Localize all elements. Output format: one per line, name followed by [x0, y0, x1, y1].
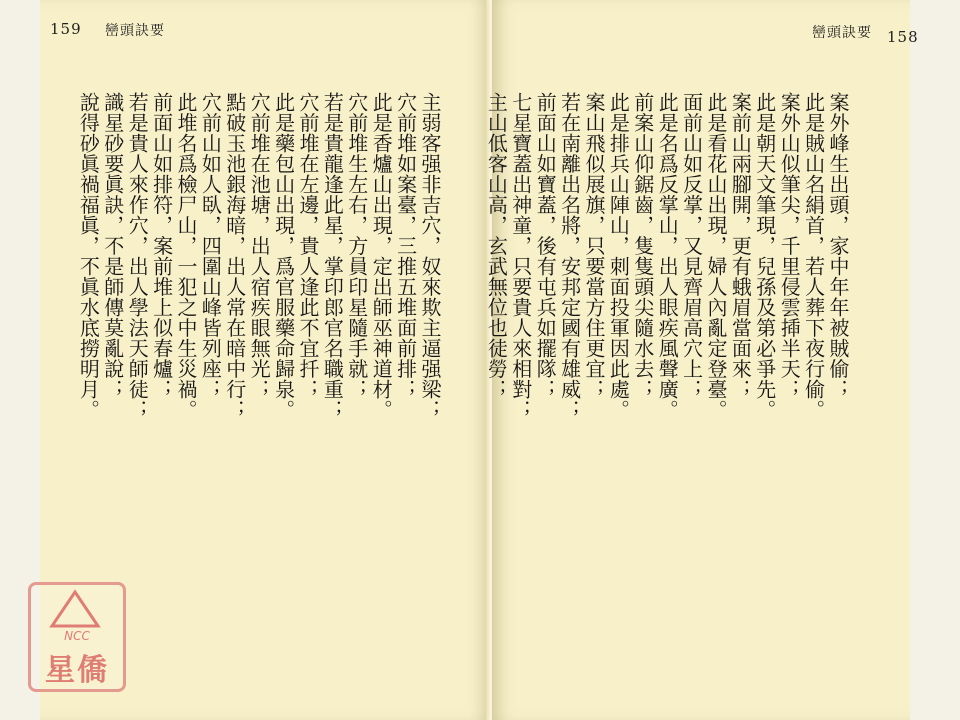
right-text-column: 前案山仰鋸齒，隻隻頭尖隨水去； — [630, 92, 655, 400]
left-text-column: 穴前堆在左邊，貴人逢此不宜扦； — [296, 92, 320, 400]
left-text-column: 主弱客强非吉穴，奴來欺主逼强梁； — [418, 92, 442, 420]
left-text-column: 此堆名爲檢尸山，一犯之中生災禍。 — [174, 92, 198, 420]
right-text-column: 案外峰生出頭，家中年年被賊偷； — [826, 92, 850, 400]
right-text-column: 此是排兵山陣山，刺面投軍因此處。 — [606, 92, 631, 420]
right-page — [484, 0, 919, 720]
right-text-column: 此是朝天文筆現，兒孫及第必爭先。 — [752, 92, 777, 420]
right-text-column: 若在南離出名將，安邦定國有雄威； — [557, 92, 582, 420]
mountain-logo-icon — [49, 589, 101, 629]
left-text-column: 前面山如排符，案前堆上似春爐； — [149, 92, 174, 400]
right-text-column: 七星寶蓋出神童，只要貴人來相對； — [508, 92, 533, 420]
right-text-column: 此是賊山名絹首，若人葬下夜行偷。 — [801, 92, 826, 420]
left-text-column: 若是貴人來作穴，出人學法天師徒； — [125, 92, 150, 420]
left-text-column: 穴前堆在池塘，出人宿疾眼無光； — [247, 92, 272, 400]
left-text-column: 穴前堆生左右，方員印星隨手就； — [344, 92, 369, 400]
right-text-column: 面前山如反掌，又見齊眉高穴上； — [679, 92, 704, 400]
right-text-column: 前面山如寶蓋，後有屯兵如擺隊； — [533, 92, 558, 400]
left-text-column: 識星砂要眞訣，不是師傳莫亂說； — [100, 92, 125, 400]
right-text-column: 主山低客山高，玄武無位也徒勞； — [484, 92, 509, 400]
right-page-number: 158 — [887, 28, 919, 46]
right-text-column: 此是看花山出現，婦人內亂定登臺。 — [704, 92, 728, 420]
left-text-column: 說得砂眞禍福眞，不眞水底撈明月。 — [76, 92, 101, 420]
left-text-column: 穴前堆如案臺，三推五堆面前排； — [393, 92, 418, 400]
left-text-column: 此是藥包山出現，爲官服藥命歸泉。 — [271, 92, 296, 420]
right-text-column: 此是名爲反掌山，出人眼疾風聲廣。 — [655, 92, 680, 420]
left-running-head: 巒頭訣要 — [105, 23, 165, 39]
left-text-column: 若是貴龍逢此星，掌印郎官名職重； — [320, 92, 345, 420]
right-text-column: 案前山兩腳開，更有蛾眉當面來； — [728, 92, 753, 400]
left-text-column: 此是香爐山出現，定出師巫神道材。 — [369, 92, 394, 420]
stamp-latin-text: NCC — [64, 629, 90, 643]
left-text-column: 穴前山如人臥，四圍山峰皆列座； — [198, 92, 223, 400]
right-text-column: 案山飛似展旗，只要當方住更宜； — [582, 92, 606, 400]
stamp-chinese-text: 星僑 — [45, 653, 109, 688]
left-text-column: 點破玉池銀海暗，出人常在暗中行； — [222, 92, 247, 420]
right-running-head: 巒頭訣要 — [812, 25, 872, 41]
open-book — [40, 0, 919, 720]
left-page-number: 159 — [50, 20, 82, 38]
right-text-column: 案外山似筆尖，千里侵雲揷半天； — [777, 92, 802, 400]
ncc-watermark-stamp — [28, 582, 126, 692]
